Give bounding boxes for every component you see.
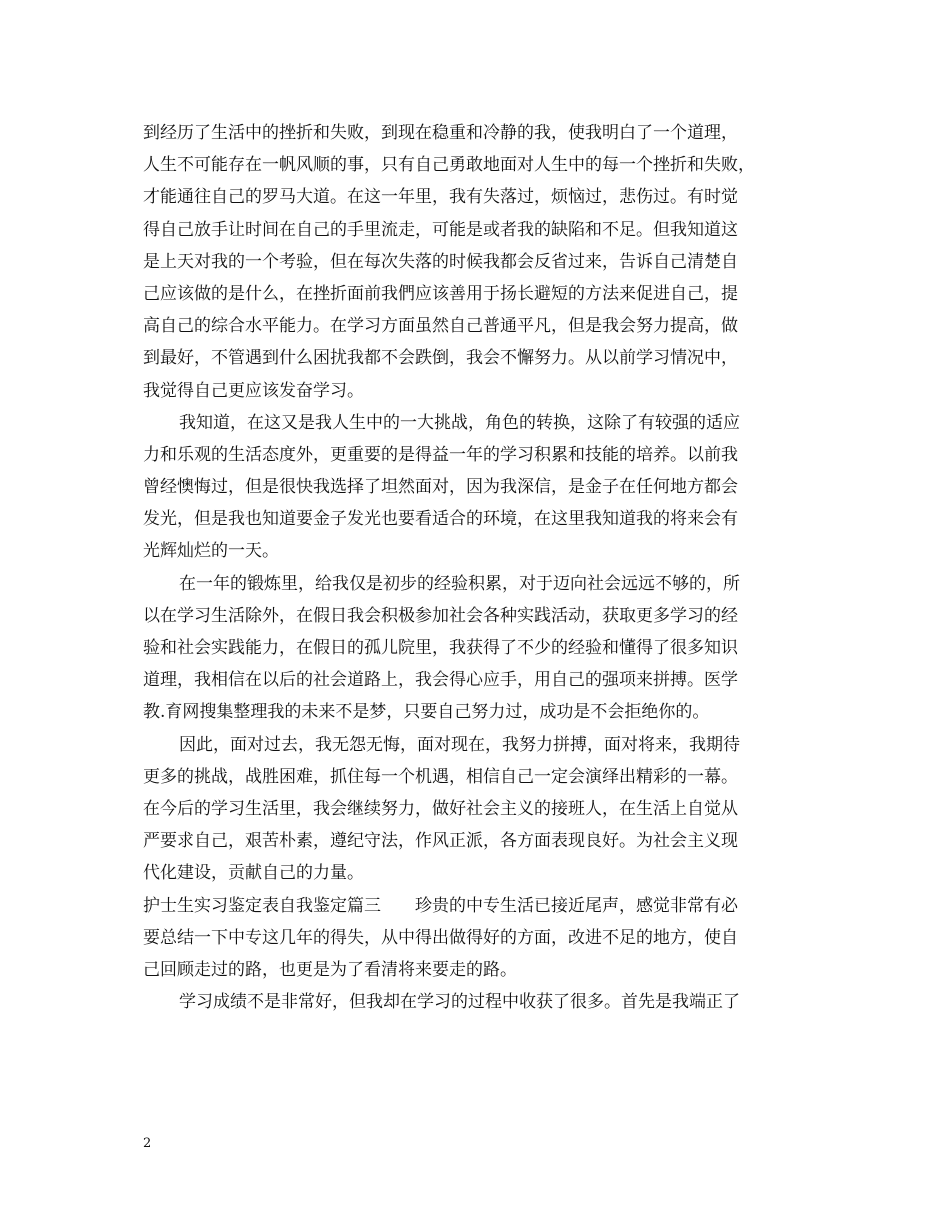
text-line: 教.育网搜集整理我的未来不是梦，只要自己努力过，成功是不会拒绝你的。 — [143, 702, 710, 723]
text-line: 在一年的锻炼里，给我仅是初步的经验积累，对于迈向社会远远不够的，所 — [179, 573, 740, 594]
text-line: 更多的挑战，战胜困难，抓住每一个机遇，相信自己一定会演绎出精彩的一幕。 — [143, 766, 738, 787]
text-line: 发光，但是我也知道要金子发光也要看适合的环境，在这里我知道我的将来会有 — [143, 509, 738, 530]
text-line: 得自己放手让时间在自己的手里流走，可能是或者我的缺陷和不足。但我知道这 — [143, 219, 738, 240]
document-body — [143, 117, 843, 1018]
page-number: 2 — [143, 1136, 152, 1151]
text-line: 护士生实习鉴定表自我鉴定篇三 珍贵的中专生活已接近尾声，感觉非常有必 — [143, 895, 738, 916]
text-line: 学习成绩不是非常好，但我却在学习的过程中收获了很多。首先是我端正了 — [179, 992, 740, 1013]
text-line: 到经历了生活中的挫折和失败，到现在稳重和冷静的我，使我明白了一个道理， — [143, 123, 738, 143]
text-line: 人生不可能存在一帆风顺的事，只有自己勇敢地面对人生中的每一个挫折和失败， — [143, 155, 755, 176]
text-line: 我知道，在这又是我人生中的一大挑战，角色的转换，这除了有较强的适应 — [179, 412, 740, 433]
text-line: 严要求自己，艰苦朴素，遵纪守法，作风正派，各方面表现良好。为社会主义现 — [143, 831, 738, 852]
text-line: 是上天对我的一个考验，但在每次失落的时候我都会反省过来，告诉自己清楚自 — [143, 251, 738, 272]
text-line: 以在学习生活除外，在假日我会积极参加社会各种实践活动，获取更多学习的经 — [143, 605, 738, 626]
text-line: 己回顾走过的路，也更是为了看清将来要走的路。 — [143, 959, 517, 980]
text-line: 己应该做的是什么，在挫折面前我們应该善用于扬长避短的方法来促进自己，提 — [143, 283, 738, 304]
text-line: 才能通往自己的罗马大道。在这一年里，我有失落过，烦恼过，悲伤过。有时觉 — [143, 187, 738, 208]
text-line: 代化建设，贡献自己的力量。 — [143, 863, 364, 884]
text-line: 道理，我相信在以后的社会道路上，我会得心应手，用自己的强项来拼搏。医学 — [143, 670, 738, 691]
text-line: 因此，面对过去，我无怨无悔，面对现在，我努力拼搏，面对将来，我期待 — [179, 734, 740, 755]
text-line: 我觉得自己更应该发奋学习。 — [143, 380, 364, 401]
text-line: 光辉灿烂的一天。 — [143, 541, 279, 562]
text-line: 在今后的学习生活里，我会继续努力，做好社会主义的接班人，在生活上自觉从 — [143, 798, 738, 819]
text-line: 要总结一下中专这几年的得失，从中得出做得好的方面，改进不足的地方，使自 — [143, 927, 738, 948]
text-line: 曾经懊悔过，但是很快我选择了坦然面对，因为我深信，是金子在任何地方都会 — [143, 477, 738, 498]
text-line: 力和乐观的生活态度外，更重要的是得益一年的学习积累和技能的培养。以前我 — [143, 444, 738, 465]
text-line: 高自己的综合水平能力。在学习方面虽然自己普通平凡，但是我会努力提高，做 — [143, 316, 738, 337]
text-line: 验和社会实践能力，在假日的孤儿院里，我获得了不少的经验和懂得了很多知识 — [143, 638, 738, 658]
text-line: 到最好，不管遇到什么困扰我都不会跌倒，我会不懈努力。从以前学习情况中， — [143, 348, 738, 369]
